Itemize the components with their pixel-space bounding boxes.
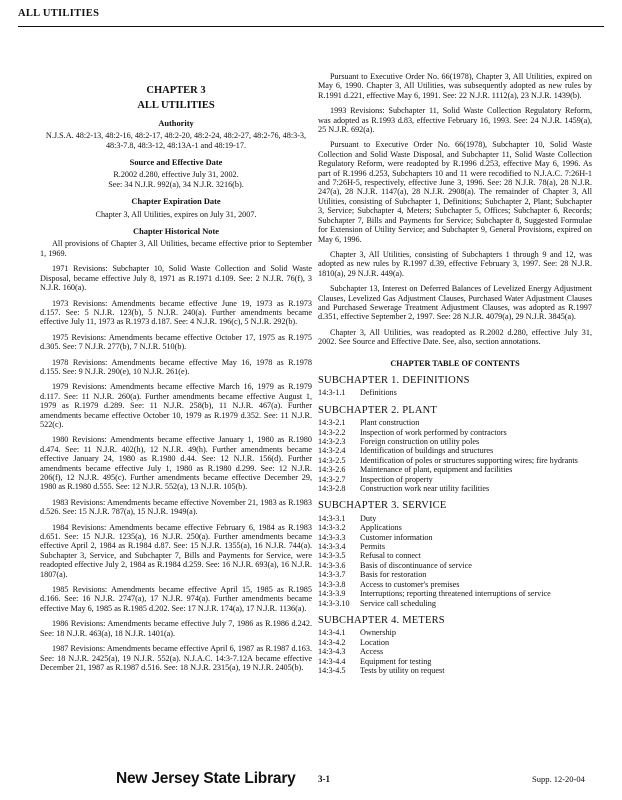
section-number: 14:3-2.3 xyxy=(318,437,346,446)
historical-paragraph: 1986 Revisions: Amendments became effective July 7, 1986 as R.1986 d.242. See: 18 N.J.R. 463(a), 18 N.J.R. 1401(a). xyxy=(40,619,312,638)
section-title: Permits xyxy=(360,542,386,552)
section-title: Interruptions; reporting threatened interruptions of service xyxy=(360,589,551,599)
section-title: Inspection of property xyxy=(360,474,433,484)
historical-paragraph: 1980 Revisions: Amendments became effective January 1, 1980 as R.1980 d.474. See: 11 N.J.R. 402(h), 12 N.J.R. 49(h). Further amendments became effective January 24, 1980 as R.1980 d.44. See: 12 N.J.R. 156(d). Further amendments became effective July 1, 1980 as R.1980 d.299. See: 12 N.J.R. 206(f), 12 N.J.R. 495(c). Further amendments became effective December 29, 1980 as R.1980 d.555. See: 12 N.J.R. 552(a), 13 N.J.R. 105(b). xyxy=(40,435,312,492)
toc-entry xyxy=(318,514,592,523)
section-title: Identification of buildings and structures xyxy=(360,446,494,456)
section-title: Plant construction xyxy=(360,418,420,428)
right-column xyxy=(318,72,592,675)
section-title: Basis of discontinuance of service xyxy=(360,560,472,570)
historical-paragraph: 1985 Revisions: Amendments became effective April 15, 1985 as R.1985 d.166. See: 16 N.J.R. 2747(a), 17 N.J.R. 974(a). Further amendments became effective May 6, 1985 as R.1985 d.202. See: 17 N.J.R. 174(a), 17 N.J.R. 1136(a). xyxy=(40,585,312,613)
section-number: 14:3-4.4 xyxy=(318,656,346,666)
toc-entry xyxy=(318,561,592,570)
section-number: 14:3-3.2 xyxy=(318,523,346,533)
section-title: Location xyxy=(360,637,390,647)
section-number: 14:3-2.6 xyxy=(318,465,346,475)
source-line: R.2002 d.280, effective July 31, 2002. xyxy=(113,170,239,180)
toc-entry xyxy=(318,542,592,551)
source-line: See: 34 N.J.R. 992(a), 34 N.J.R. 3216(b). xyxy=(108,179,244,189)
historical-paragraph: 1979 Revisions: Amendments became effective March 16, 1979 as R.1979 d.117. See: 11 N.J.R. 260(a). Further amendments became effective August 1, 1979 as R.1979 d.289. See: 11 N.J.R. 258(b), 11 N.J.R. 467(a). Further amendments became effective October 10, 1979 as R.1979 d.352. See: 11 N.J.R. 522(c). xyxy=(40,382,312,429)
section-title: Customer information xyxy=(360,532,433,542)
section-title: Construction work near utility facilities xyxy=(360,484,490,494)
section-number: 14:3-2.7 xyxy=(318,474,346,484)
toc-entry xyxy=(318,580,592,589)
historical-paragraph: 1978 Revisions: Amendments became effective May 16, 1978 as R.1978 d.155. See: 9 N.J.R. 290(e), 10 N.J.R. 261(e). xyxy=(40,357,312,376)
toc-entry xyxy=(318,523,592,532)
toc-entry xyxy=(318,647,592,656)
section-number: 14:3-4.2 xyxy=(318,637,346,647)
section-number: 14:3-3.1 xyxy=(318,513,346,523)
section-number: 14:3-3.5 xyxy=(318,551,346,561)
toc-entry xyxy=(318,551,592,560)
section-title: Maintenance of plant, equipment and facilities xyxy=(360,465,513,475)
chapter-title: ALL UTILITIES xyxy=(137,100,215,112)
toc-entry xyxy=(318,418,592,427)
section-title: Service call scheduling xyxy=(360,598,436,608)
section-number: 14:3-3.6 xyxy=(318,560,346,570)
toc-entry xyxy=(318,666,592,675)
section-number: 14:3-2.2 xyxy=(318,427,346,437)
historical-paragraph: 1975 Revisions: Amendments became effective October 17, 1975 as R.1975 d.305. See: 7 N.J.R. 277(b), 7 N.J.R. 510(b). xyxy=(40,332,312,352)
authority-text: N.J.S.A. 48:2-13, 48:2-16, 48:2-17, 48:2-20, 48:2-24, 48:2-27, 48:2-76, 48:3-3, 48:3-7.8, 48:3-12, 48:13A-1 and 48:19-17. xyxy=(45,131,307,150)
historical-paragraph: Chapter 3, All Utilities, consisting of Subchapters 1 through 9 and 12, was adopted as new rules by R.1997 d.39, effective February 3, 1997. See: 28 N.J.R. 1810(a), 29 N.J.R. 449(a). xyxy=(318,249,592,278)
section-title: Tests by utility on request xyxy=(360,665,445,675)
toc-entry xyxy=(318,599,592,608)
section-title: Equipment for testing xyxy=(360,656,432,666)
section-title: Access xyxy=(360,647,384,657)
historical-paragraph: Chapter 3, All Utilities, was readopted as R.2002 d.280, effective July 31, 2002. See Source and Effective Date. See, also, section annotations. xyxy=(318,327,592,347)
toc-entry xyxy=(318,533,592,542)
section-title: Foreign construction on utility poles xyxy=(360,437,480,446)
toc-entry xyxy=(318,589,592,598)
historical-paragraph: 1983 Revisions: Amendments became effective November 21, 1983 as R.1983 d.526. See: 15 N.J.R. 787(a), 15 N.J.R. 1949(a). xyxy=(40,497,312,517)
subchapter-title: SUBCHAPTER 4. METERS xyxy=(318,614,445,626)
section-title: Duty xyxy=(360,513,377,523)
historical-paragraph: 1984 Revisions: Amendments became effective February 6, 1984 as R.1983 d.651. See: 15 N.J.R. 1235(a), 16 N.J.R. 250(a). Further amendments became effective April 2, 1984 as R.1984 d.87. See: 15 N.J.R. 1355(a), 16 N.J.R. 744(a). Subchapter 3, Service, and Subchapter 7, Bills and Payments for Service, were readopted effective July 2, 1984 as R.1984 d.259. See: 16 N.J.R. 693(a), 16 N.J.R. 1807(a). xyxy=(40,522,312,579)
toc-entry xyxy=(318,657,592,666)
historical-paragraph: 1993 Revisions: Subchapter 11, Solid Waste Collection Regulatory Reform, was adopted as R.1993 d.83, effective February 16, 1993. See: 24 N.J.R. 1459(a), 25 N.J.R. 692(a). xyxy=(318,106,592,135)
supplement-date: Supp. 12-20-04 xyxy=(532,774,585,784)
section-number: 14:3-3.10 xyxy=(318,598,350,608)
section-number: 14:3-3.4 xyxy=(318,542,346,552)
toc-heading: CHAPTER TABLE OF CONTENTS xyxy=(390,358,520,368)
section-number: 14:3-3.3 xyxy=(318,532,346,542)
subchapter-title: SUBCHAPTER 1. DEFINITIONS xyxy=(318,374,470,386)
toc-entry xyxy=(318,428,592,437)
toc-entry xyxy=(318,638,592,647)
historical-paragraph: All provisions of Chapter 3, All Utilities, became effective prior to September 1, 1969. xyxy=(40,239,312,258)
historical-paragraph: 1973 Revisions: Amendments became effective June 19, 1973 as R.1973 d.157. See: 5 N.J.R. 123(b), 5 N.J.R. 240(a). Further amendments became effective July 11, 1973 as R.1973 d.187. See: 4 N.J.R. 196(c), 5 N.J.R. 292(b). xyxy=(40,298,312,327)
historical-notes xyxy=(40,239,312,672)
section-number: 14:3-3.8 xyxy=(318,579,346,589)
section-title: Inspection of work performed by contractors xyxy=(360,427,507,437)
table-of-contents xyxy=(318,376,592,675)
section-number: 14:3-3.9 xyxy=(318,589,346,599)
source-heading: Source and Effective Date xyxy=(129,158,223,168)
toc-entry xyxy=(318,570,592,579)
historical-paragraph: Pursuant to Executive Order No. 66(1978), Subchapter 10, Solid Waste Collection and Solid Waste Disposal, and Subchapter 11, Solid Waste Collection Regulatory Reform, were readopted by R.1996 d.253, effective May 6, 1996. As part of R.1996 d.253, Subchapters 10 and 11 were recodified to N.J.A.C. 7:26H-1 and 7:26H-5, respectively, effective June 3, 1996. See: 28 N.J.R. 78(a), 28 N.J.R. 247(a), 28 N.J.R. 1147(a), 28 N.J.R. 2908(a). The remainder of Chapter 3, All Utilities, consisting of Subchapter 1, Definitions; Subchapter 2, Plant; Subchapter 3, Service; Subchapter 4, Meters; Subchapter 5, Offices; Subchapter 6, Records; Subchapter 7, Bills and Payments for Service; Subchapter 8, Suggested Formulae for Extension of Utility Service; and Subchapter 9, General Provisions, expired on May 6, 1996. xyxy=(318,140,592,244)
expiration-text: Chapter 3, All Utilities, expires on July 31, 2007. xyxy=(95,209,257,219)
section-number: 14:3-4.1 xyxy=(318,628,346,638)
historical-heading: Chapter Historical Note xyxy=(133,227,219,237)
toc-entry xyxy=(318,388,592,397)
header-rule xyxy=(18,26,604,27)
section-title: Basis for restoration xyxy=(360,570,427,580)
historical-paragraph: 1971 Revisions: Subchapter 10, Solid Waste Collection and Solid Waste Disposal, became effective July 8, 1971 as R.1971 d.109. See: 2 N.J.R. 76(f), 3 N.J.R. 160(a). xyxy=(40,264,312,293)
toc-entry xyxy=(318,465,592,474)
expiration-heading: Chapter Expiration Date xyxy=(131,197,221,207)
section-number: 14:3-2.8 xyxy=(318,484,346,494)
left-column xyxy=(40,82,312,678)
page-number: 3-1 xyxy=(318,774,330,784)
toc-entry xyxy=(318,456,592,465)
section-title: Refusal to connect xyxy=(360,551,421,561)
section-title: Ownership xyxy=(360,628,396,638)
section-number: 14:3-3.7 xyxy=(318,570,346,580)
toc-entry xyxy=(318,484,592,493)
section-title: Applications xyxy=(360,523,402,533)
historical-paragraph: Subchapter 13, Interest on Deferred Balances of Levelized Energy Adjustment Clauses, Levelized Gas Adjustment Clauses, Purchased Water Adjustment Clauses and Purchased Sewerage Treatment Adjustment Clauses, was adopted as R.1997 d.351, effective September 2, 1997. See: 28 N.J.R. 4079(a), 29 N.J.R. 3845(a). xyxy=(318,284,592,322)
section-number: 14:3-4.3 xyxy=(318,647,346,657)
section-title: Definitions xyxy=(360,388,397,398)
page-footer xyxy=(0,768,622,792)
library-watermark: New Jersey State Library xyxy=(116,770,296,787)
section-title: Identification of poles or structures supporting wires; fire hydrants xyxy=(360,455,578,465)
chapter-label: CHAPTER 3 xyxy=(146,85,206,96)
historical-paragraph: Pursuant to Executive Order No. 66(1978), Chapter 3, All Utilities, expired on May 6, 1990. Chapter 3, All Utilities, was subsequently adopted as new rules by R.1991 d.221, effective May 6, 1991. See: 22 N.J.R. 1112(a), 23 N.J.R. 1439(b). xyxy=(318,72,592,100)
authority-heading: Authority xyxy=(158,118,194,128)
subchapter-title: SUBCHAPTER 2. PLANT xyxy=(318,404,438,416)
toc-entry xyxy=(318,628,592,637)
section-number: 14:3-2.4 xyxy=(318,446,346,456)
running-header: ALL UTILITIES xyxy=(18,8,100,19)
historical-paragraph: 1987 Revisions: Amendments became effective April 6, 1987 as R.1987 d.163. See: 18 N.J.R. 2425(a), 19 N.J.R. 552(a). N.J.A.C. 14:3-7.12A became effective December 21, 1987 as R.1987 d.516. See: 18 N.J.R. 2315(a), 19 N.J.R. 2405(b). xyxy=(40,644,312,672)
toc-entry xyxy=(318,437,592,446)
toc-entry xyxy=(318,446,592,455)
section-number: 14:3-2.1 xyxy=(318,418,346,428)
section-title: Access to customer's premises xyxy=(360,579,460,589)
section-number: 14:3-2.5 xyxy=(318,455,346,465)
section-number: 14:3-4.5 xyxy=(318,665,346,675)
section-number: 14:3-1.1 xyxy=(318,388,346,398)
toc-entry xyxy=(318,475,592,484)
subchapter-title: SUBCHAPTER 3. SERVICE xyxy=(318,500,447,512)
